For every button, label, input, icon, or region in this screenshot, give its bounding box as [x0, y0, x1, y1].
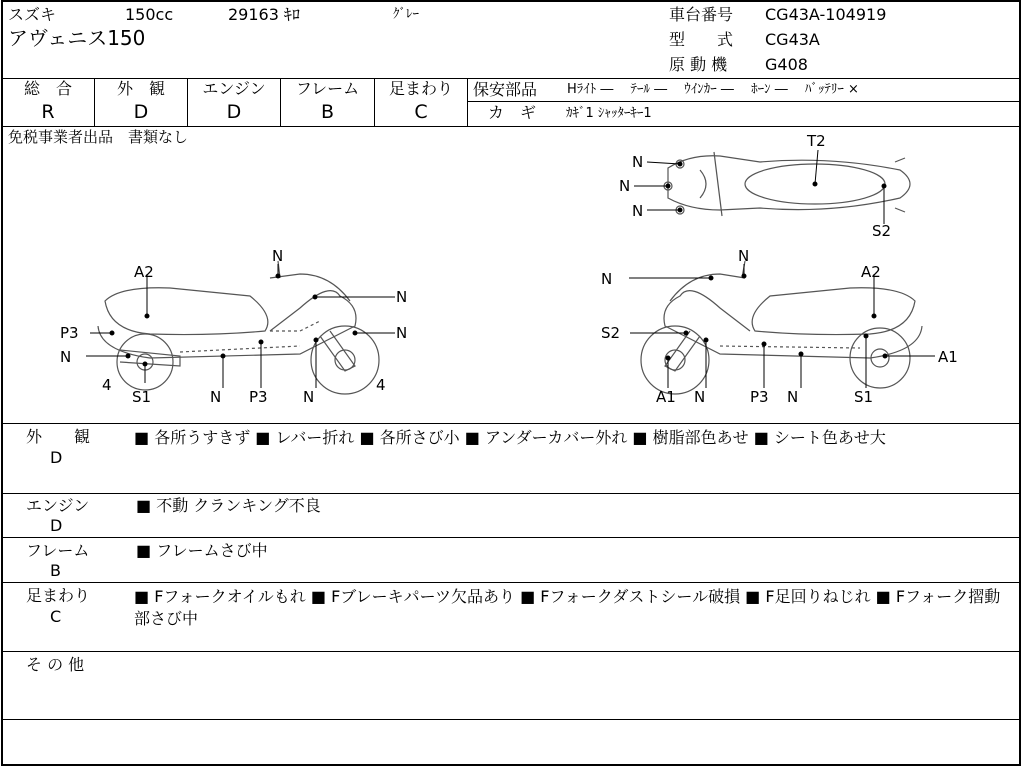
marker-label: P3 [60, 324, 79, 342]
marker-label: A2 [134, 263, 154, 281]
marker-label: T2 [807, 132, 826, 150]
marker-label: N [396, 324, 408, 342]
marker-label: N [694, 388, 706, 406]
grade-value: B [320, 101, 335, 123]
type-value: CG43A [765, 30, 820, 49]
detail-category: フレーム [26, 541, 90, 560]
marker-label: N [632, 153, 644, 171]
marker-label: N [272, 247, 284, 265]
marker-label: N [619, 177, 631, 195]
engine-value: G408 [765, 55, 808, 74]
marker-label: N [210, 388, 222, 406]
marker-label: S1 [854, 388, 874, 406]
marker-label: S1 [132, 388, 152, 406]
grade-label: フレーム [295, 79, 360, 98]
marker-label: N [601, 270, 613, 288]
frame-no-label: 車台番号 [669, 5, 734, 24]
detail-category: 足まわり [26, 586, 91, 605]
marker-label: A2 [861, 263, 881, 281]
divider [468, 101, 1021, 102]
divider [1, 719, 1021, 720]
color: ｸﾞﾚｰ [393, 7, 419, 22]
marker-label: A1 [656, 388, 676, 406]
frame-no: CG43A-104919 [765, 5, 887, 24]
marker-label: S2 [872, 222, 892, 240]
marker-label: N [396, 288, 408, 306]
marker-label: P3 [750, 388, 769, 406]
marker-label: P3 [249, 388, 268, 406]
grade-label: 足まわり [388, 79, 453, 98]
detail-text: ■ 各所うすきず ■ レバー折れ ■ 各所さび小 ■ アンダーカバー外れ ■ 樹脂部色あせ ■ シート色あせ大 [134, 428, 886, 447]
grade-value: R [41, 101, 55, 123]
detail-category: 外 観 [26, 427, 91, 446]
marker-label: S2 [601, 324, 621, 342]
detail-text: ■ Fフォークオイルもれ ■ Fブレーキパーツ欠品あり ■ Fフォークダストシール破損 ■ F足回りねじれ ■ Fフォーク摺動部さび中 [134, 587, 1001, 628]
grade-label: エンジン [202, 79, 266, 98]
grade-value: D [226, 101, 242, 123]
displacement: 150cc [125, 5, 174, 24]
divider [1, 651, 1021, 652]
detail-grade: C [50, 607, 62, 626]
detail-grade: D [50, 448, 63, 467]
grade-value: D [133, 101, 149, 123]
detail-grade: B [50, 561, 61, 580]
marker-label: N [738, 247, 750, 265]
detail-category: エンジン [26, 496, 90, 515]
model-name: アヴェニス150 [8, 26, 146, 50]
safety-label: 保安部品 [473, 80, 538, 99]
detail-text: ■ フレームさび中 [136, 541, 268, 560]
divider [1, 493, 1021, 494]
scooter-top-view [664, 152, 910, 216]
grade-label: 外 観 [116, 79, 165, 98]
marker-label: N [787, 388, 799, 406]
marker-label: 4 [376, 376, 386, 394]
mileage: 29163 ｷﾛ [228, 5, 300, 24]
grade-label: 総 合 [23, 79, 72, 98]
maker: スズキ [8, 5, 57, 24]
divider [467, 78, 468, 126]
divider [1, 537, 1021, 538]
note: 免税事業者出品 書類なし [8, 128, 189, 146]
safety-items: Hﾗｲﾄ ― ﾃｰﾙ ― ｳｲﾝｶｰ ― ﾎｰﾝ ― ﾊﾞｯﾃﾘｰ × [567, 82, 859, 97]
grade-value: C [414, 101, 428, 123]
marker-label: N [632, 202, 644, 220]
divider [1, 423, 1021, 424]
detail-grade: D [50, 516, 63, 535]
type-label: 型 式 [669, 30, 734, 49]
detail-category: そ の 他 [26, 655, 85, 674]
marker-label: 4 [102, 376, 112, 394]
marker-label: N [60, 348, 72, 366]
divider [1, 582, 1021, 583]
key-label: カ ギ [488, 103, 537, 122]
engine-label: 原 動 機 [669, 55, 728, 74]
key-value: ｶｷﾞ1 ｼｬｯﾀｰｷｰ1 [566, 106, 652, 121]
damage-diagram [0, 126, 1024, 424]
marker-label: A1 [938, 348, 958, 366]
detail-text: ■ 不動 クランキング不良 [136, 496, 321, 515]
marker-label: N [303, 388, 315, 406]
